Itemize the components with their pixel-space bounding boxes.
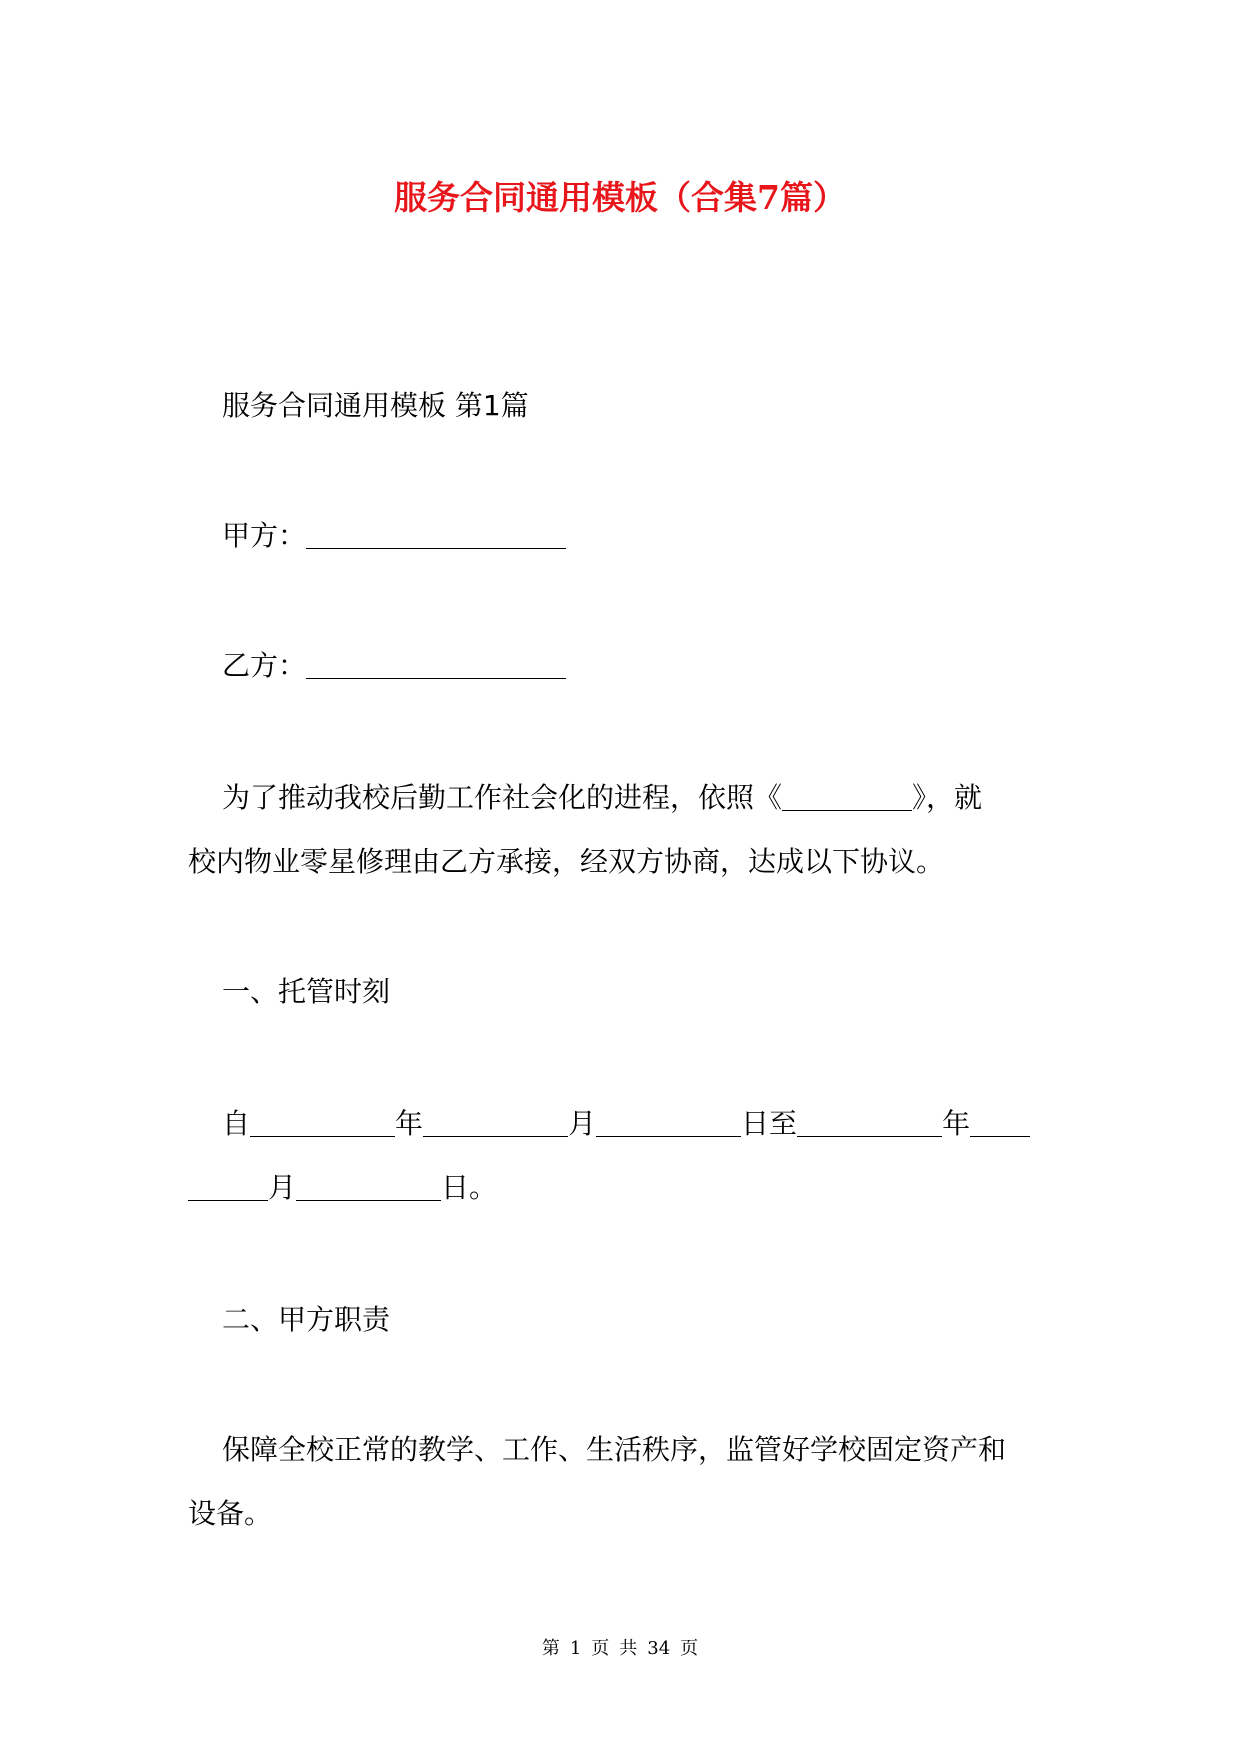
duty-line-1: 保障全校正常的教学、工作、生活秩序，监管好学校固定资产和 [222,1433,1007,1466]
date-month2-label: 月 [268,1171,297,1204]
date-from-label: 自 [222,1107,251,1140]
date-year-label: 年 [395,1107,424,1140]
intro-text-2: 》，就 [912,781,983,814]
footer-total-pages: 34 [647,1638,671,1659]
party-a-label: 甲方： [222,519,307,552]
footer-total-word: 共 [619,1638,638,1659]
footer-page-unit: 页 [591,1638,610,1659]
intro-line-2: 校内物业零星修理由乙方承接，经双方协商，达成以下协议。 [188,845,945,878]
heading-hosting-period: 一、托管时刻 [222,975,391,1008]
end-month-blank-part2 [188,1172,268,1201]
date-month-label: 月 [568,1107,597,1140]
end-month-blank-part1 [970,1108,1030,1137]
duty-line-2: 设备。 [188,1497,273,1530]
page-footer [0,1634,1240,1660]
footer-page-word: 第 [541,1638,560,1659]
party-b-label: 乙方： [222,649,307,682]
party-a-blank [306,520,566,549]
regulation-name-blank [782,782,912,811]
start-month-blank [423,1108,568,1137]
heading-party-a-duties: 二、甲方职责 [222,1303,391,1336]
intro-line-1 [222,778,982,818]
footer-page-number: 1 [569,1638,582,1659]
start-year-blank [250,1108,395,1137]
document-title: 服务合同通用模板（合集7篇） [394,178,846,217]
party-b-blank [306,650,566,679]
end-year-blank [797,1108,942,1137]
date-day-to-label: 日至 [741,1107,798,1140]
section-heading: 服务合同通用模板 第1篇 [222,389,529,422]
date-year2-label: 年 [942,1107,971,1140]
end-day-blank [296,1172,441,1201]
party-b-line [222,646,566,686]
date-line-1 [222,1104,1030,1144]
date-day-end-label: 日。 [441,1171,498,1204]
party-a-line [222,516,566,556]
date-line-2 [188,1168,497,1208]
intro-text-1: 为了推动我校后勤工作社会化的进程，依照《 [222,781,783,814]
footer-total-unit: 页 [680,1638,699,1659]
start-day-blank [596,1108,741,1137]
